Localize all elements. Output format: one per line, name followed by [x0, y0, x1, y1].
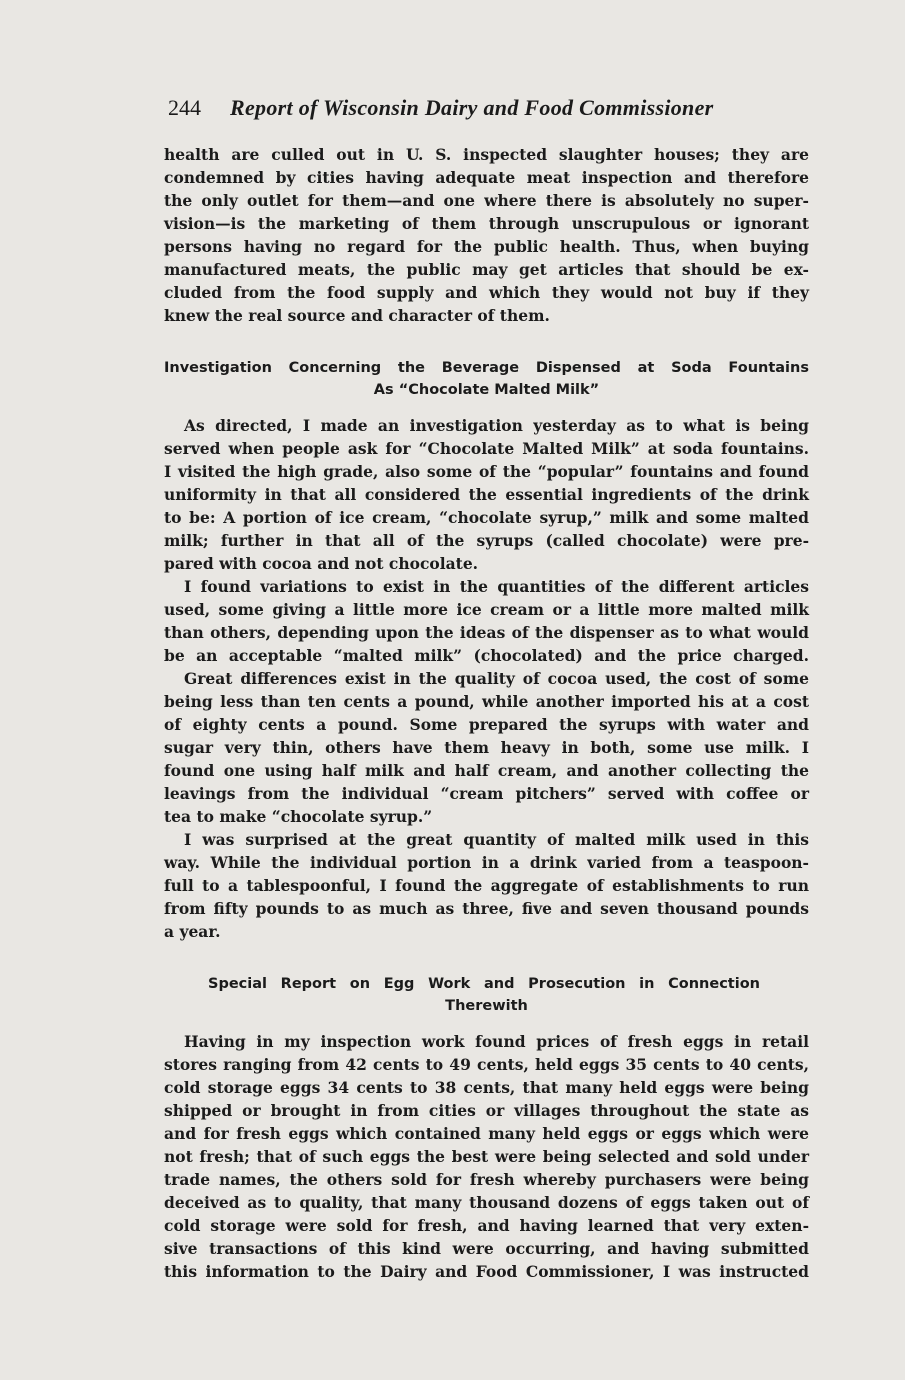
text-line: Having in my inspection work found prices of fresh eggs in retail	[184, 1032, 809, 1051]
text-line: to be: A portion of ice cream, “chocolate syrup,” milk and some malted	[164, 508, 809, 527]
text-line: cold storage eggs 34 cents to 38 cents, that many held eggs were being	[164, 1078, 809, 1097]
text-line: from fifty pounds to as much as three, five and seven thousand pounds	[164, 899, 809, 918]
text-line: used, some giving a little more ice cream or a little more malted milk	[164, 600, 809, 619]
text-line: not fresh; that of such eggs the best were being selected and sold under	[164, 1147, 809, 1166]
section-heading: Therewith	[445, 998, 528, 1014]
text-line: milk; further in that all of the syrups (called chocolate) were pre-	[164, 531, 809, 550]
text-line: tea to make “chocolate syrup.”	[164, 807, 433, 826]
text-line: being less than ten cents a pound, while another imported his at a cost	[164, 692, 809, 711]
text-line: I was surprised at the great quantity of malted milk used in this	[184, 830, 809, 849]
text-line: trade names, the others sold for fresh whereby purchasers were being	[164, 1170, 809, 1189]
text-line: this information to the Dairy and Food Commissioner, I was instructed	[164, 1262, 809, 1281]
text-line: of eighty cents a pound. Some prepared the syrups with water and	[164, 715, 809, 734]
text-line: vision—is the marketing of them through unscrupulous or ignorant	[164, 214, 809, 233]
section-heading: Investigation Concerning the Beverage Dispensed at Soda Fountains	[164, 360, 809, 376]
page-number: 244	[168, 95, 201, 120]
text-line: sugar very thin, others have them heavy in both, some use milk. I	[164, 738, 809, 757]
text-line: persons having no regard for the public health. Thus, when buying	[164, 237, 809, 256]
text-line: cluded from the food supply and which they would not buy if they	[164, 283, 809, 302]
text-line: pared with cocoa and not chocolate.	[164, 554, 479, 573]
text-line: a year.	[164, 922, 221, 941]
text-line: full to a tablespoonful, I found the aggregate of establishments to run	[164, 876, 809, 895]
text-line: knew the real source and character of them.	[164, 306, 550, 325]
text-line: shipped or brought in from cities or villages throughout the state as	[164, 1101, 809, 1120]
report-title: Report of Wisconsin Dairy and Food Commissioner	[230, 95, 714, 120]
text-line: found one using half milk and half cream, and another collecting the	[164, 761, 809, 780]
text-line: the only outlet for them—and one where there is absolutely no super-	[164, 191, 809, 210]
text-line: health are culled out in U. S. inspected slaughter houses; they are	[164, 145, 809, 164]
text-line: be an acceptable “malted milk” (chocolated) and the price charged.	[164, 646, 809, 665]
text-line: deceived as to quality, that many thousand dozens of eggs taken out of	[164, 1193, 809, 1212]
text-line: Great differences exist in the quality of cocoa used, the cost of some	[184, 669, 809, 688]
section-heading: As “Chocolate Malted Milk”	[373, 382, 600, 398]
text-line: As directed, I made an investigation yesterday as to what is being	[184, 416, 809, 435]
text-line: leavings from the individual “cream pitchers” served with coffee or	[164, 784, 809, 803]
text-line: condemned by cities having adequate meat inspection and therefore	[164, 168, 809, 187]
text-line: and for fresh eggs which contained many held eggs or eggs which were	[164, 1124, 809, 1143]
text-line: than others, depending upon the ideas of the dispenser as to what would	[164, 623, 809, 642]
text-line: cold storage were sold for fresh, and having learned that very exten-	[164, 1216, 809, 1235]
text-line: uniformity in that all considered the essential ingredients of the drink	[164, 485, 809, 504]
section-heading: Special Report on Egg Work and Prosecution in Connection	[208, 976, 760, 992]
text-line: stores ranging from 42 cents to 49 cents, held eggs 35 cents to 40 cents,	[164, 1055, 809, 1074]
text-line: served when people ask for “Chocolate Malted Milk” at soda fountains.	[164, 439, 809, 458]
text-line: I found variations to exist in the quantities of the different articles	[184, 577, 809, 596]
text-line: manufactured meats, the public may get articles that should be ex-	[164, 260, 809, 279]
text-line: sive transactions of this kind were occurring, and having submitted	[164, 1239, 809, 1258]
running-header	[168, 95, 768, 125]
text-line: I visited the high grade, also some of the “popular” fountains and found	[164, 462, 809, 481]
text-line: way. While the individual portion in a drink varied from a teaspoon-	[164, 853, 809, 872]
